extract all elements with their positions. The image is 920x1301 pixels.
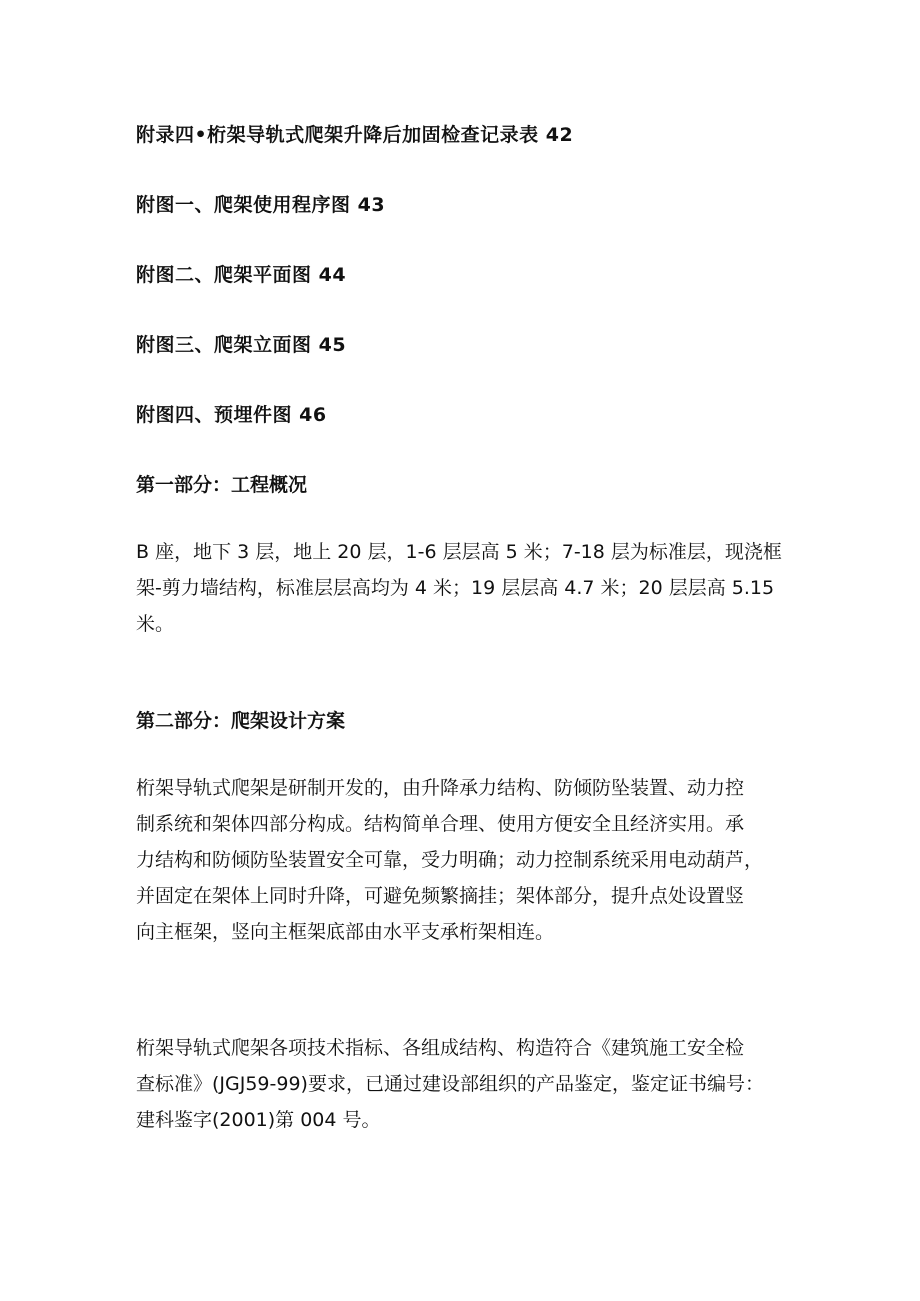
section-2-paragraph-2 xyxy=(136,1030,796,1138)
toc-entry-figure-3: 附图三、爬架立面图 45 xyxy=(136,334,347,356)
paragraph-line: 架-剪力墙结构，标准层层高均为 4 米；19 层层高 4.7 米；20 层层高 5.15 xyxy=(136,577,775,599)
toc-entry-figure-4: 附图四、预埋件图 46 xyxy=(136,404,327,426)
paragraph-line: 并固定在架体上同时升降，可避免频繁摘挂；架体部分，提升点处设置竖 xyxy=(136,885,745,907)
paragraph-line: 向主框架，竖向主框架底部由水平支承桁架相连。 xyxy=(136,921,555,943)
paragraph-line: 制系统和架体四部分构成。结构简单合理、使用方便安全且经济实用。承 xyxy=(136,813,745,835)
paragraph-line: 米。 xyxy=(136,613,175,635)
section-2-paragraph-1 xyxy=(136,770,796,950)
paragraph-line: 查标准》(JGJ59-99)要求，已通过建设部组织的产品鉴定，鉴定证书编号： xyxy=(136,1073,764,1095)
paragraph-line: 桁架导轨式爬架各项技术指标、各组成结构、构造符合《建筑施工安全检 xyxy=(136,1037,745,1059)
section-2-heading: 第二部分：爬架设计方案 xyxy=(136,710,346,732)
section-1-paragraph xyxy=(136,534,796,642)
toc-entry-figure-1: 附图一、爬架使用程序图 43 xyxy=(136,194,386,216)
paragraph-line: 桁架导轨式爬架是研制开发的，由升降承力结构、防倾防坠装置、动力控 xyxy=(136,777,745,799)
paragraph-line: 建科鉴字(2001)第 004 号。 xyxy=(136,1109,381,1131)
toc-entry-figure-2: 附图二、爬架平面图 44 xyxy=(136,264,347,286)
paragraph-line: B 座，地下 3 层，地上 20 层，1-6 层层高 5 米；7-18 层为标准层，现浇框 xyxy=(136,541,782,563)
paragraph-line: 力结构和防倾防坠装置安全可靠，受力明确；动力控制系统采用电动葫芦， xyxy=(136,849,764,871)
section-1-heading: 第一部分：工程概况 xyxy=(136,474,308,496)
toc-entry-appendix-4: 附录四•桁架导轨式爬架升降后加固检查记录表 42 xyxy=(136,124,574,146)
